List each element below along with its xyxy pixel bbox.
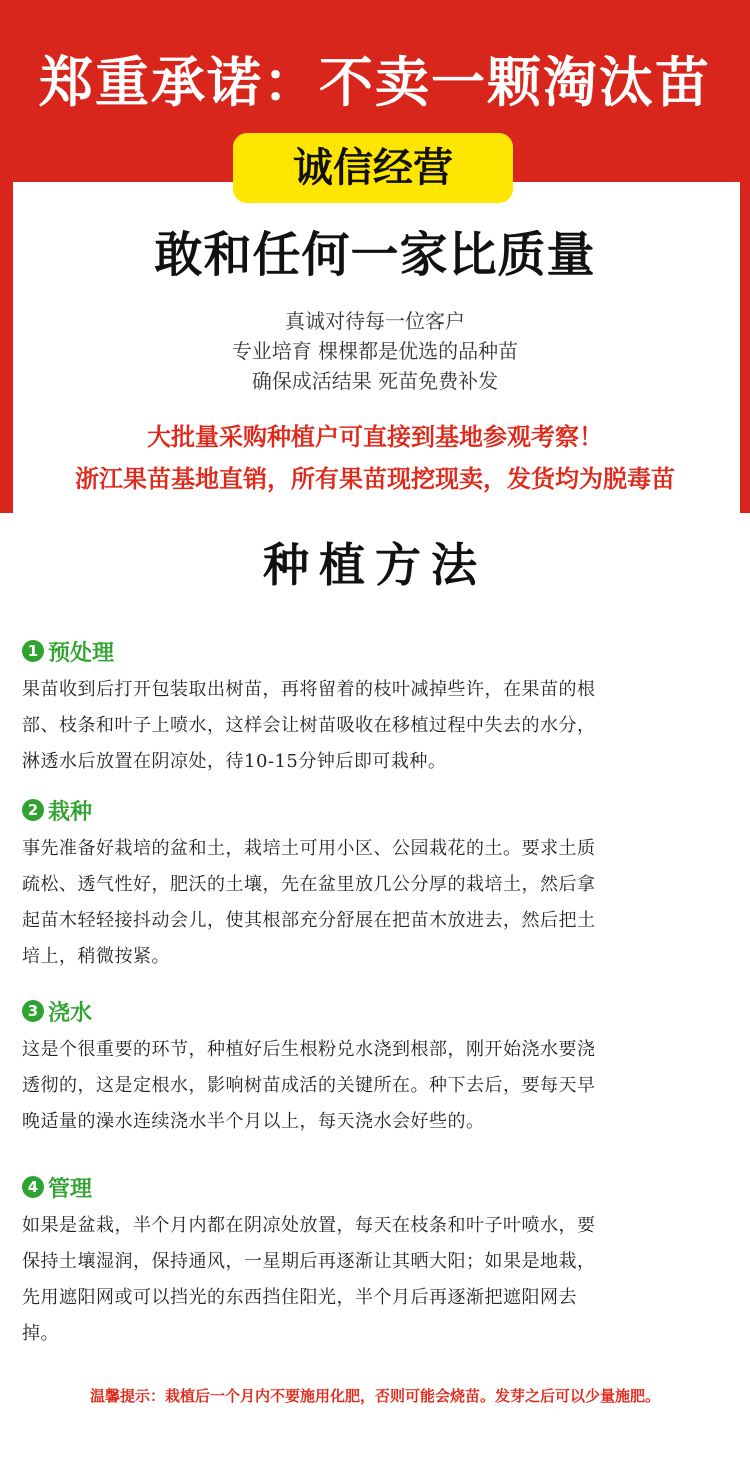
promise-banner <box>0 0 750 513</box>
step-body <box>22 672 732 780</box>
promise-list <box>0 306 750 396</box>
promise-line: 专业培育 棵棵都是优选的品种苗 <box>231 339 519 363</box>
step-number-badge: 3 <box>22 1000 44 1022</box>
step-planting <box>22 795 732 975</box>
step-line: 保持土壤湿润，保持通风，一星期后再逐渐让其晒大阳；如果是地栽， <box>22 1251 596 1272</box>
visit-notice: 大批量采购种植户可直接到基地参观考察！ <box>147 423 603 451</box>
step-body <box>22 1208 732 1352</box>
quality-headline: 敢和任何一家比质量 <box>154 227 596 283</box>
step-line: 疏松、透气性好，肥沃的土壤，先在盆里放几公分厚的栽培土，然后拿 <box>22 874 596 895</box>
step-pretreatment <box>22 636 732 780</box>
planting-method-title: 种植方法 <box>263 538 487 592</box>
step-number-badge: 2 <box>22 799 44 821</box>
step-watering <box>22 996 732 1140</box>
step-line: 起苗木轻轻接抖动会儿，使其根部充分舒展在把苗木放进去，然后把土 <box>22 910 596 931</box>
direct-sale-notice: 浙江果苗基地直销，所有果苗现挖现卖，发货均为脱毒苗 <box>75 465 675 493</box>
promise-line: 真诚对待每一位客户 <box>285 309 465 333</box>
step-body <box>22 831 732 975</box>
step-line: 部、枝条和叶子上喷水，这样会让树苗吸收在移植过程中失去的水分， <box>22 715 596 736</box>
promise-line: 确保成活结果 死苗免费补发 <box>251 369 499 393</box>
step-line: 果苗收到后打开包装取出树苗，再将留着的枝叶减掉些许，在果苗的根 <box>22 679 596 700</box>
integrity-badge: 诚信经营 <box>233 133 513 203</box>
step-title: 栽种 <box>48 798 93 825</box>
step-line: 掉。 <box>22 1323 59 1344</box>
step-line: 如果是盆栽，半个月内都在阴凉处放置，每天在枝条和叶子叶喷水，要 <box>22 1215 596 1236</box>
promise-title: 郑重承诺：不卖一颗淘汰苗 <box>39 51 711 114</box>
step-number-badge: 1 <box>22 640 44 662</box>
step-line: 事先准备好栽培的盆和土，栽培土可用小区、公园栽花的土。要求土质 <box>22 838 596 859</box>
step-title: 浇水 <box>48 999 93 1026</box>
step-line: 透彻的，这是定根水，影响树苗成活的关键所在。种下去后，要每天早 <box>22 1075 596 1096</box>
step-body <box>22 1032 732 1140</box>
step-number-badge: 4 <box>22 1176 44 1198</box>
step-title: 预处理 <box>48 639 115 666</box>
fertilizer-tip: 温馨提示：栽植后一个月内不要施用化肥，否则可能会烧苗。发芽之后可以少量施肥。 <box>89 1387 660 1405</box>
step-line: 这是个很重要的环节，种植好后生根粉兑水浇到根部，刚开始浇水要浇 <box>22 1039 596 1060</box>
step-line: 淋透水后放置在阴凉处，待10-15分钟后即可栽种。 <box>22 751 447 772</box>
step-line: 晚适量的澡水连续浇水半个月以上，每天浇水会好些的。 <box>22 1111 485 1132</box>
step-title: 管理 <box>48 1175 93 1202</box>
step-line: 培上，稍微按紧。 <box>22 946 170 967</box>
step-line: 先用遮阳网或可以挡光的东西挡住阳光，半个月后再逐渐把遮阳网去 <box>22 1287 577 1308</box>
step-management <box>22 1172 732 1352</box>
